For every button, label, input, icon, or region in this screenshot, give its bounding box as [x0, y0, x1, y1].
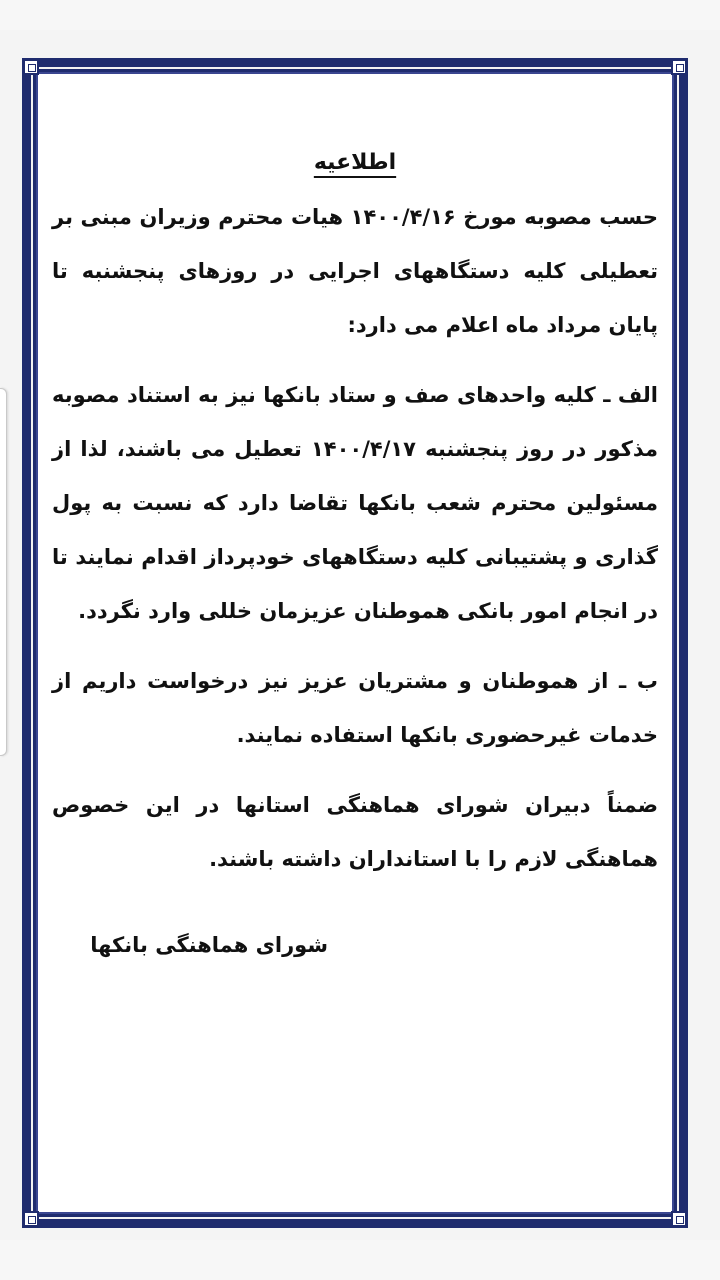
- frame-corner-ornament: [671, 1211, 687, 1227]
- top-strip: [0, 0, 720, 30]
- frame-corner-ornament: [23, 1211, 39, 1227]
- paragraph-be: ب ـ از هموطنان و مشتریان عزیز نیز درخواست داریم از خدمات غیرحضوری بانکها استفاده نمایند.: [52, 669, 658, 747]
- frame-corner-ornament: [23, 59, 39, 75]
- notice-title: اطلاعیه: [313, 150, 397, 175]
- edge-panel-handle[interactable]: [0, 388, 7, 756]
- bottom-strip: [0, 1240, 720, 1280]
- paragraph-intro: حسب مصوبه مورخ ۱۴۰۰/۴/۱۶ هیات محترم وزیران مبنی بر تعطیلی کلیه دستگاههای اجرایی در روزهای پنجشنبه تا پایان مرداد ماه اعلام می دارد:: [52, 205, 658, 337]
- notice-body: [52, 140, 658, 902]
- frame-corner-ornament: [671, 59, 687, 75]
- paragraph-note: ضمناً دبیران شورای هماهنگی استانها در این خصوص هماهنگی لازم را با استانداران داشته باشند.: [52, 793, 658, 871]
- paragraph-alef: الف ـ کلیه واحدهای صف و ستاد بانکها نیز به استناد مصوبه مذکور در روز پنجشنبه ۱۴۰۰/۴/۱۷ تعطیل می باشند، لذا از مسئولین محترم شعب بانکها تقاضا دارد که نسبت به پول گذاری و پشتیبانی کلیه دستگاههای خودپرداز اقدام نمایند تا در انجام امور بانکی هموطنان عزیزمان خللی وارد نگردد.: [52, 383, 658, 623]
- signature: شورای هماهنگی بانکها: [90, 933, 328, 957]
